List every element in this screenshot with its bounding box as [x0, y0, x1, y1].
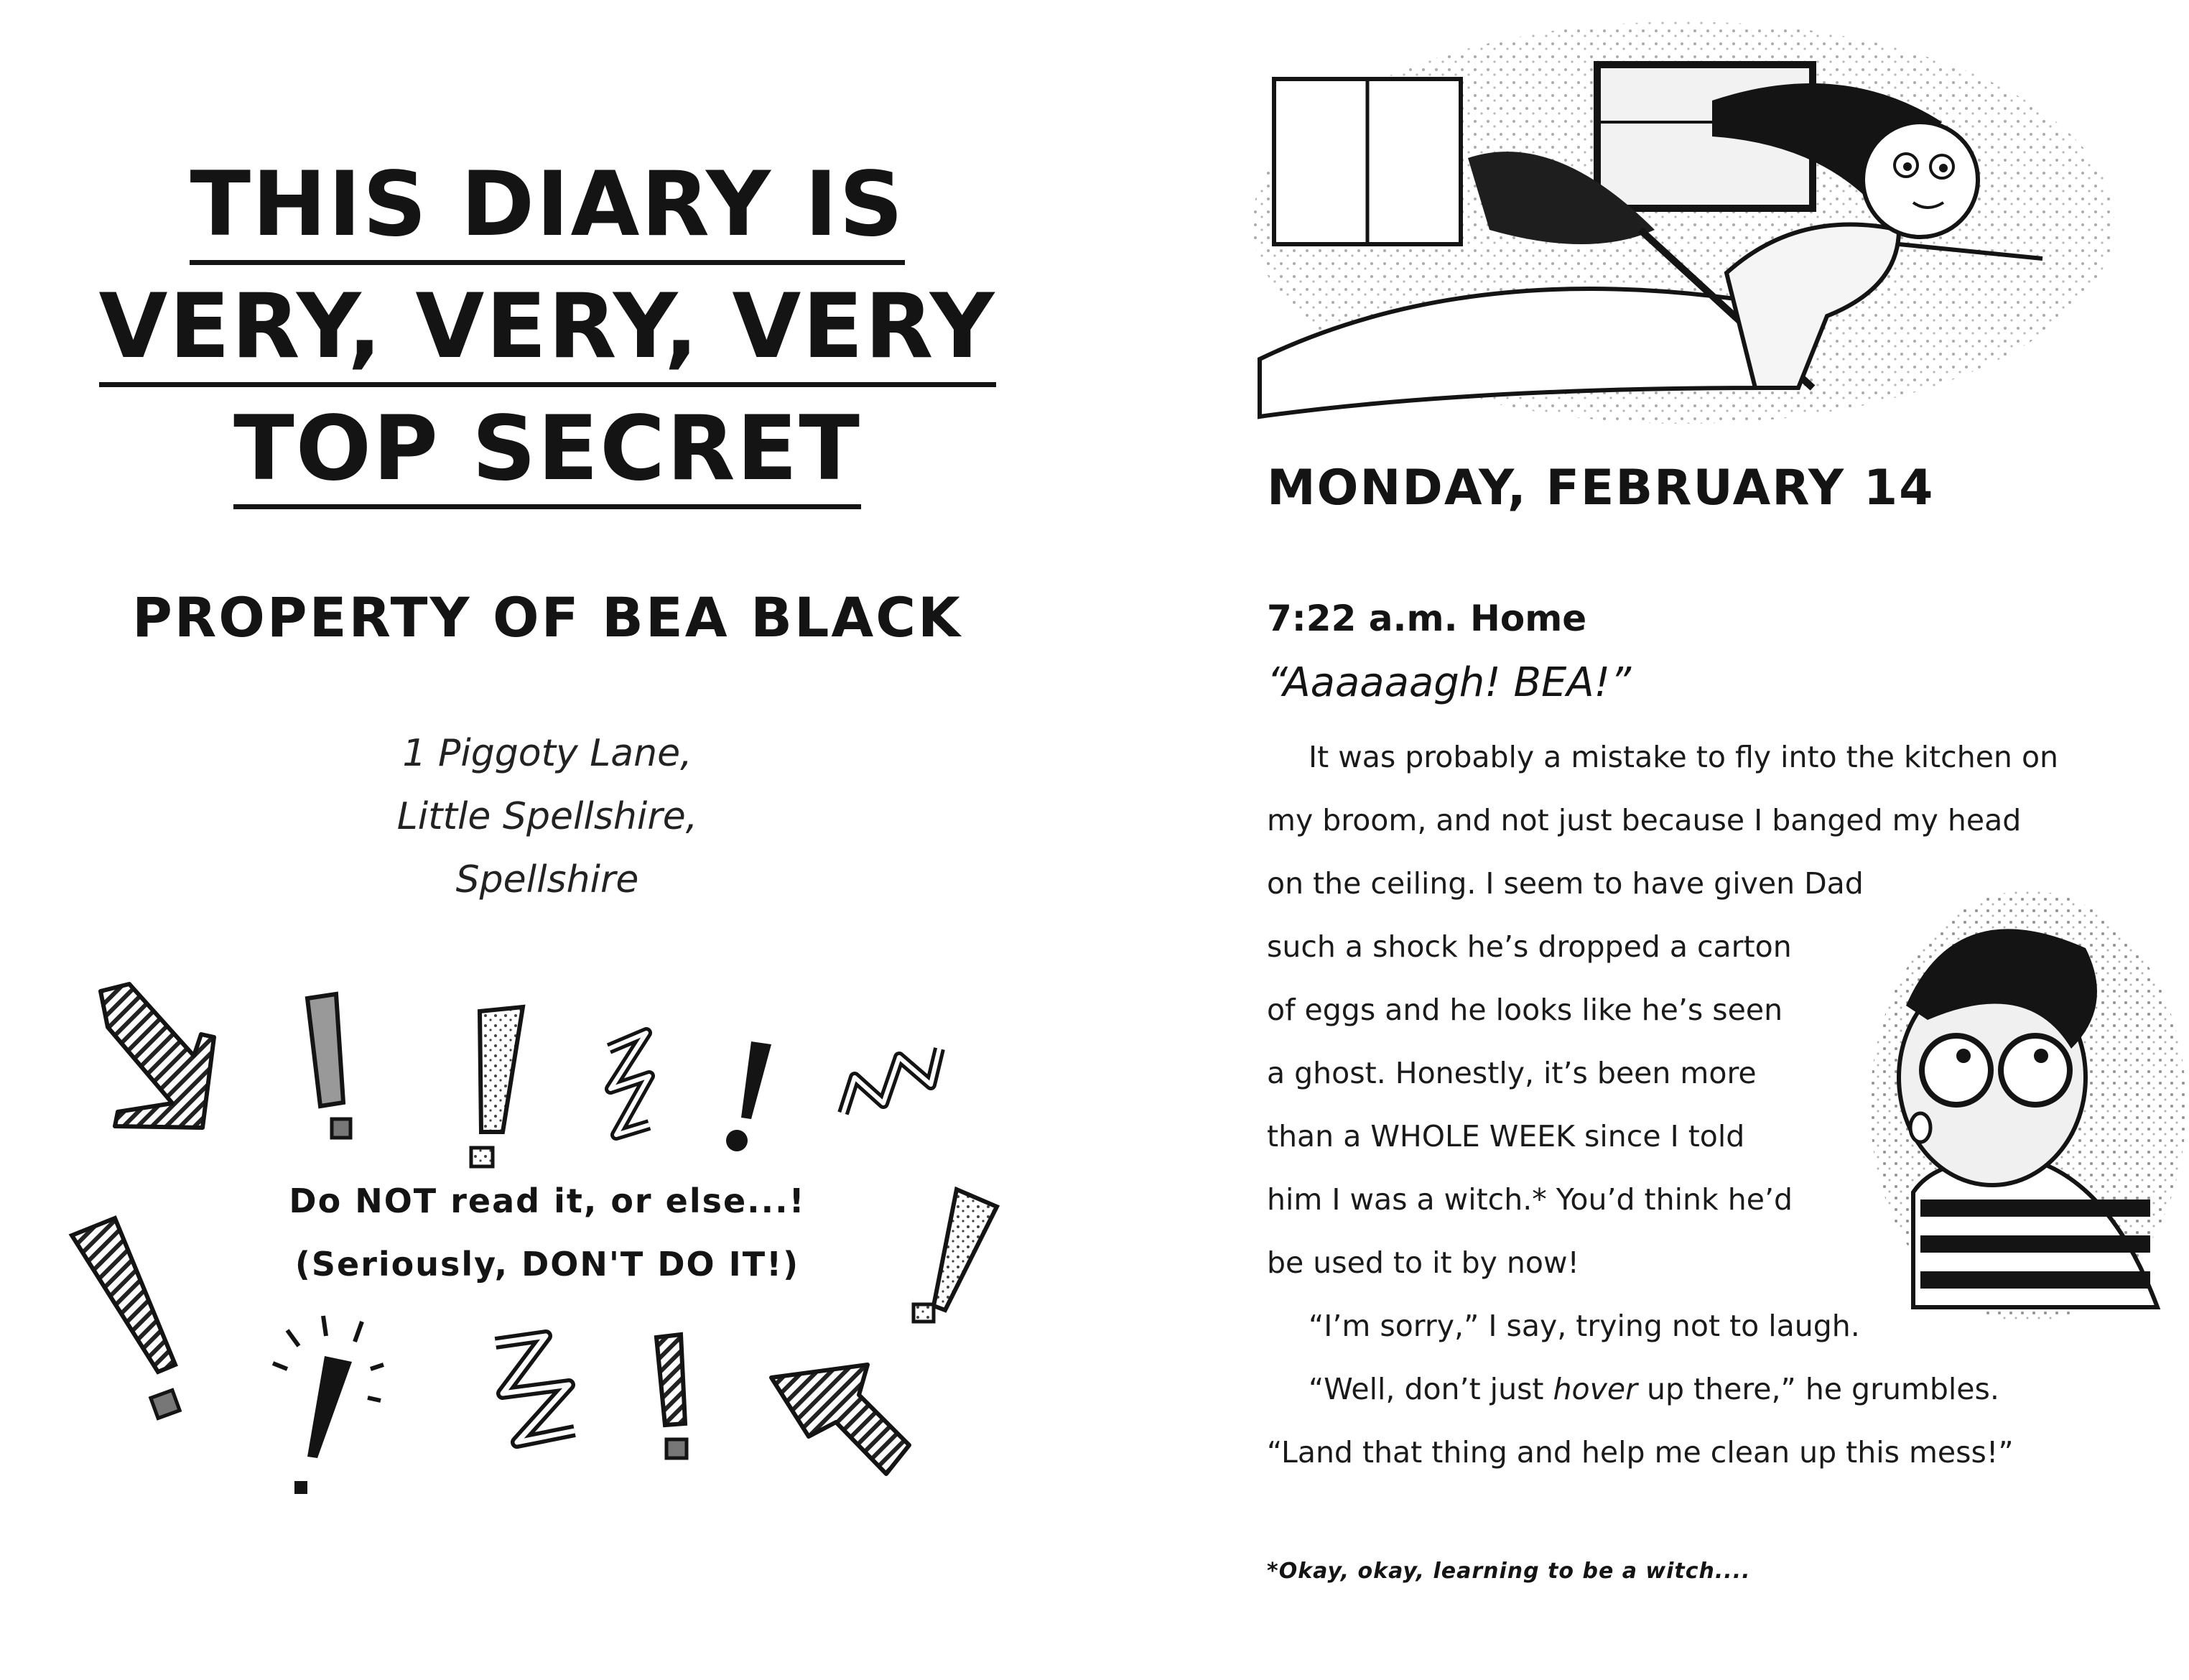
- body-line-mixed: [1267, 1358, 2058, 1421]
- diary-title: [0, 144, 1094, 510]
- body-line: It was probably a mistake to fly into the kitchen on: [1309, 740, 2059, 774]
- body-line: be used to it by now!: [1267, 1245, 1579, 1280]
- time-heading: 7:22 a.m. Home: [1267, 598, 1587, 639]
- flying-girl-illustration: [1252, 14, 2129, 445]
- body-line: “I’m sorry,” I say, trying not to laugh.: [1309, 1309, 1860, 1343]
- arrow-down-right-icon: [101, 984, 214, 1128]
- body-line: “Land that thing and help me clean up this mess!”: [1267, 1435, 2014, 1470]
- title-line-2: VERY, VERY, VERY: [99, 273, 996, 387]
- body-line: him I was a witch.* You’d think he’d: [1267, 1182, 1793, 1217]
- body-line: such a shock he’s dropped a carton: [1267, 929, 1792, 964]
- property-heading: PROPERTY OF BEA BLACK: [132, 585, 962, 649]
- body-line: than a WHOLE WEEK since I told: [1267, 1119, 1745, 1154]
- dad-illustration: [1813, 862, 2186, 1336]
- warning-line-2: (Seriously, DON'T DO IT!): [294, 1245, 800, 1284]
- title-line-3: TOP SECRET: [233, 395, 861, 509]
- footnote: *Okay, okay, learning to be a witch....: [1267, 1559, 1751, 1584]
- glasses-icon: [1922, 1036, 1991, 1105]
- zigzag-icon-2: [843, 1049, 939, 1113]
- address-line-3: Spellshire: [455, 858, 639, 901]
- address-line-1: 1 Piggoty Lane,: [402, 732, 692, 775]
- title-line-1: THIS DIARY IS: [190, 151, 904, 265]
- body-line: of eggs and he looks like he’s seen: [1267, 993, 1783, 1027]
- right-page: [1094, 0, 2189, 1680]
- left-page: [0, 0, 1094, 1680]
- body-line: my broom, and not just because I banged my head: [1267, 803, 2022, 837]
- girl-face-icon: [1863, 122, 1978, 237]
- exclamation-icon-5: [656, 1335, 687, 1458]
- warning-line-1: Do NOT read it, or else...!: [289, 1182, 806, 1220]
- body-line: on the ceiling. I seem to have given Dad: [1267, 866, 1864, 901]
- body-emphasis: hover: [1553, 1372, 1637, 1406]
- warning-text: [0, 1169, 1094, 1296]
- date-heading: MONDAY, FEBRUARY 14: [1267, 460, 1935, 516]
- zigzag-icon-1: [609, 1033, 649, 1135]
- address: [0, 722, 1094, 911]
- exclamation-icon-2: [471, 1007, 523, 1166]
- body-line: a ghost. Honestly, it’s been more: [1267, 1056, 1757, 1090]
- exclamation-icon-3: [726, 1041, 771, 1151]
- exclamation-icon-1: [307, 994, 350, 1138]
- address-line-2: Little Spellshire,: [396, 795, 698, 838]
- zigzag-icon-3: [496, 1336, 575, 1442]
- exclamation-burst-icon: [273, 1316, 384, 1494]
- exclamation-line: “Aaaaaagh! BEA!”: [1267, 659, 1632, 706]
- body-segment: up there,” he grumbles.: [1637, 1372, 1999, 1406]
- body-segment: “Well, don’t just: [1309, 1372, 1553, 1406]
- arrow-up-left-icon: [771, 1365, 909, 1474]
